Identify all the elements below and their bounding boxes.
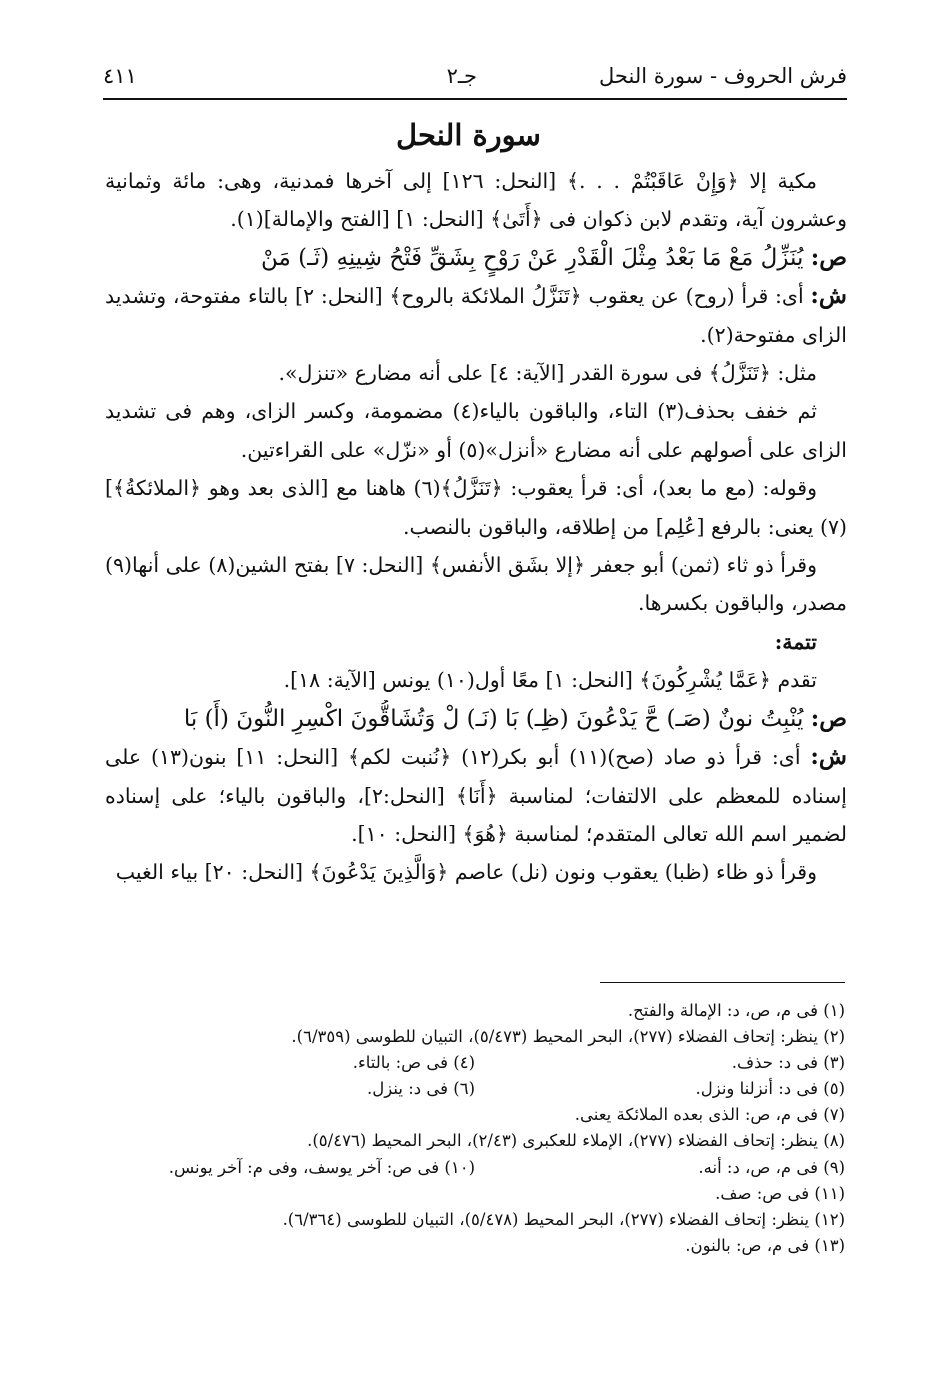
commentary-label: ش: — [810, 282, 847, 310]
footnote-row — [105, 1233, 845, 1259]
footnote-row — [105, 998, 845, 1024]
footnote-row — [105, 1181, 845, 1207]
header-rule — [103, 98, 847, 100]
footnote-row — [105, 1207, 845, 1233]
paragraph-text: يُنْبِتُ نونٌ (صَـ) حَّ يَدْعُونَ (ظِـ) بَا (نَـ) لْ وَتُشَاقُّونَ اكْسِرِ النُّونَ (أَ) بَا — [183, 705, 804, 732]
footnote: (١٣) فى م، ص: بالنون. — [685, 1235, 845, 1255]
footnote: (١٠) فى ص: آخر يوسف، وفى م: آخر يونس. — [168, 1157, 475, 1177]
section-heading — [105, 623, 847, 661]
footnote: (١٢) ينظر: إتحاف الفضلاء (٢٧٧)، البحر المحيط (٥/٤٧٨)، التبيان للطوسى (٦/٣٦٤). — [282, 1209, 845, 1229]
footnote-row — [105, 1128, 845, 1154]
surah-title: سورة النحل — [396, 118, 541, 152]
footnote: (٤) فى ص: بالتاء. — [352, 1053, 475, 1073]
verse-label: ص: — [810, 243, 847, 271]
commentary-paragraph — [105, 853, 847, 891]
paragraph-text: تتمة: — [774, 629, 817, 654]
footnote-row — [105, 1024, 845, 1050]
poem-verse — [105, 239, 847, 277]
footnote-row — [105, 1076, 845, 1102]
paragraph-text: أى: قرأ (روح) عن يعقوب ﴿تَنَزَّلُ الملائكة بالروح﴾ [النحل: ٢] بالتاء مفتوحة، وتشديد الزاى مفتوحة(٢). — [105, 284, 847, 347]
paragraph-text: وقرأ ذو ثاء (ثمن) أبو جعفر ﴿إلا بشَق الأنفس﴾ [النحل: ٧] بفتح الشين(٨) على أنها(٩) مصدر، والباقون بكسرها. — [105, 553, 847, 616]
paragraph-text: وقوله: (مع ما بعد)، أى: قرأ يعقوب: ﴿تَنَزَّلُ﴾(٦) هاهنا مع [الذى بعد وهو ﴿الملائكةُ﴾](٧) يعنى: بالرفع [عُلِم] من إطلاقه، والباقون بالنصب. — [105, 476, 847, 539]
poem-verse — [105, 700, 847, 738]
footnote: (٩) فى م، ص، د: أنه. — [698, 1157, 845, 1177]
paragraph-text: أى: قرأ ذو صاد (صح)(١١) أبو بكر(١٢) ﴿نُنبت لكم﴾ [النحل: ١١] بنون(١٣) على إسناده للمعظم على الالتفات؛ لمناسبة ﴿أَنَا﴾ [النحل:٢]، والباقون بالياء؛ على إسناده لضمير اسم الله تعالى المتقدم؛ لمناسبة ﴿هُوَ﴾ [النحل: ١٠]. — [105, 745, 847, 846]
commentary-paragraph — [105, 469, 847, 546]
commentary-paragraph — [105, 277, 847, 354]
footnote: (٥) فى د: أنزلنا ونزل. — [695, 1079, 845, 1099]
footnote: (٦) فى د: ينزل. — [367, 1079, 475, 1099]
footnotes — [105, 998, 845, 1259]
paragraph-text: وقرأ ذو ظاء (ظبا) يعقوب ونون (نل) عاصم ﴿وَالَّذِينَ يَدْعُونَ﴾ [النحل: ٢٠] بياء الغيب — [115, 860, 817, 885]
footnote-row — [105, 1050, 845, 1076]
running-header — [103, 62, 847, 96]
main-text — [105, 162, 847, 892]
footnote: (١) فى م، ص، د: الإمالة والفتح. — [627, 1001, 845, 1020]
paragraph-text: مكية إلا ﴿وَإِنْ عَاقَبْتُمْ . . .﴾ [النحل: ١٢٦] إلى آخرها فمدنية، وهى: مائة وثمانية وعشرون آية، وتقدم لابن ذكوان فى ﴿أَتَىٰ﴾ [النحل: ١] [الفتح والإمالة](١). — [105, 169, 847, 232]
footnote: (٢) ينظر: إتحاف الفضلاء (٢٧٧)، البحر المحيط (٥/٤٧٣)، التبيان للطوسى (٦/٣٥٩). — [291, 1027, 845, 1047]
commentary-paragraph — [105, 162, 847, 239]
footnote-row — [105, 1102, 845, 1128]
paragraph-text: يُنَزِّلُ مَعْ مَا بَعْدُ مِثْلَ الْقَدْرِ عَنْ رَوْحٍ بِشَقِّ فَتْحُ شِينِهِ (ثَـ) مَنْ — [260, 244, 804, 271]
commentary-paragraph — [105, 661, 847, 699]
paragraph-text: ثم خفف بحذف(٣) التاء، والباقون بالياء(٤) مضمومة، وكسر الزاى، وهم فى تشديد الزاى على أصولهم على أنه مضارع «أنزل»(٥) أو «نزّل» على القراءتين. — [105, 399, 847, 462]
paragraph-text: مثل: ﴿تَنَزَّلُ﴾ فى سورة القدر [الآية: ٤] على أنه مضارع «تنزل». — [278, 361, 817, 386]
commentary-label: ش: — [810, 743, 847, 771]
commentary-paragraph — [105, 392, 847, 469]
volume-number: جـ٢ — [446, 64, 477, 88]
footnote-row — [105, 1155, 845, 1181]
commentary-paragraph — [105, 546, 847, 623]
footnote: (٧) فى م، ص: الذى بعده الملائكة يعنى. — [574, 1105, 845, 1125]
verse-label: ص: — [810, 704, 847, 732]
commentary-paragraph — [105, 738, 847, 853]
footnote: (٣) فى د: حذف. — [731, 1053, 845, 1073]
page-number: ٤١١ — [103, 64, 137, 88]
footnote: (١١) فى ص: صف. — [715, 1183, 845, 1203]
running-title: فرش الحروف - سورة النحل — [599, 64, 847, 88]
footnote: (٨) ينظر: إتحاف الفضلاء (٢٧٧)، الإملاء للعكبرى (٢/٤٣)، البحر المحيط (٥/٤٧٦). — [307, 1131, 845, 1151]
paragraph-text: تقدم ﴿عَمَّا يُشْرِكُونَ﴾ [النحل: ١] معًا أول(١٠) يونس [الآية: ١٨]. — [283, 668, 817, 693]
footnote-rule — [600, 982, 845, 983]
commentary-paragraph — [105, 354, 847, 392]
